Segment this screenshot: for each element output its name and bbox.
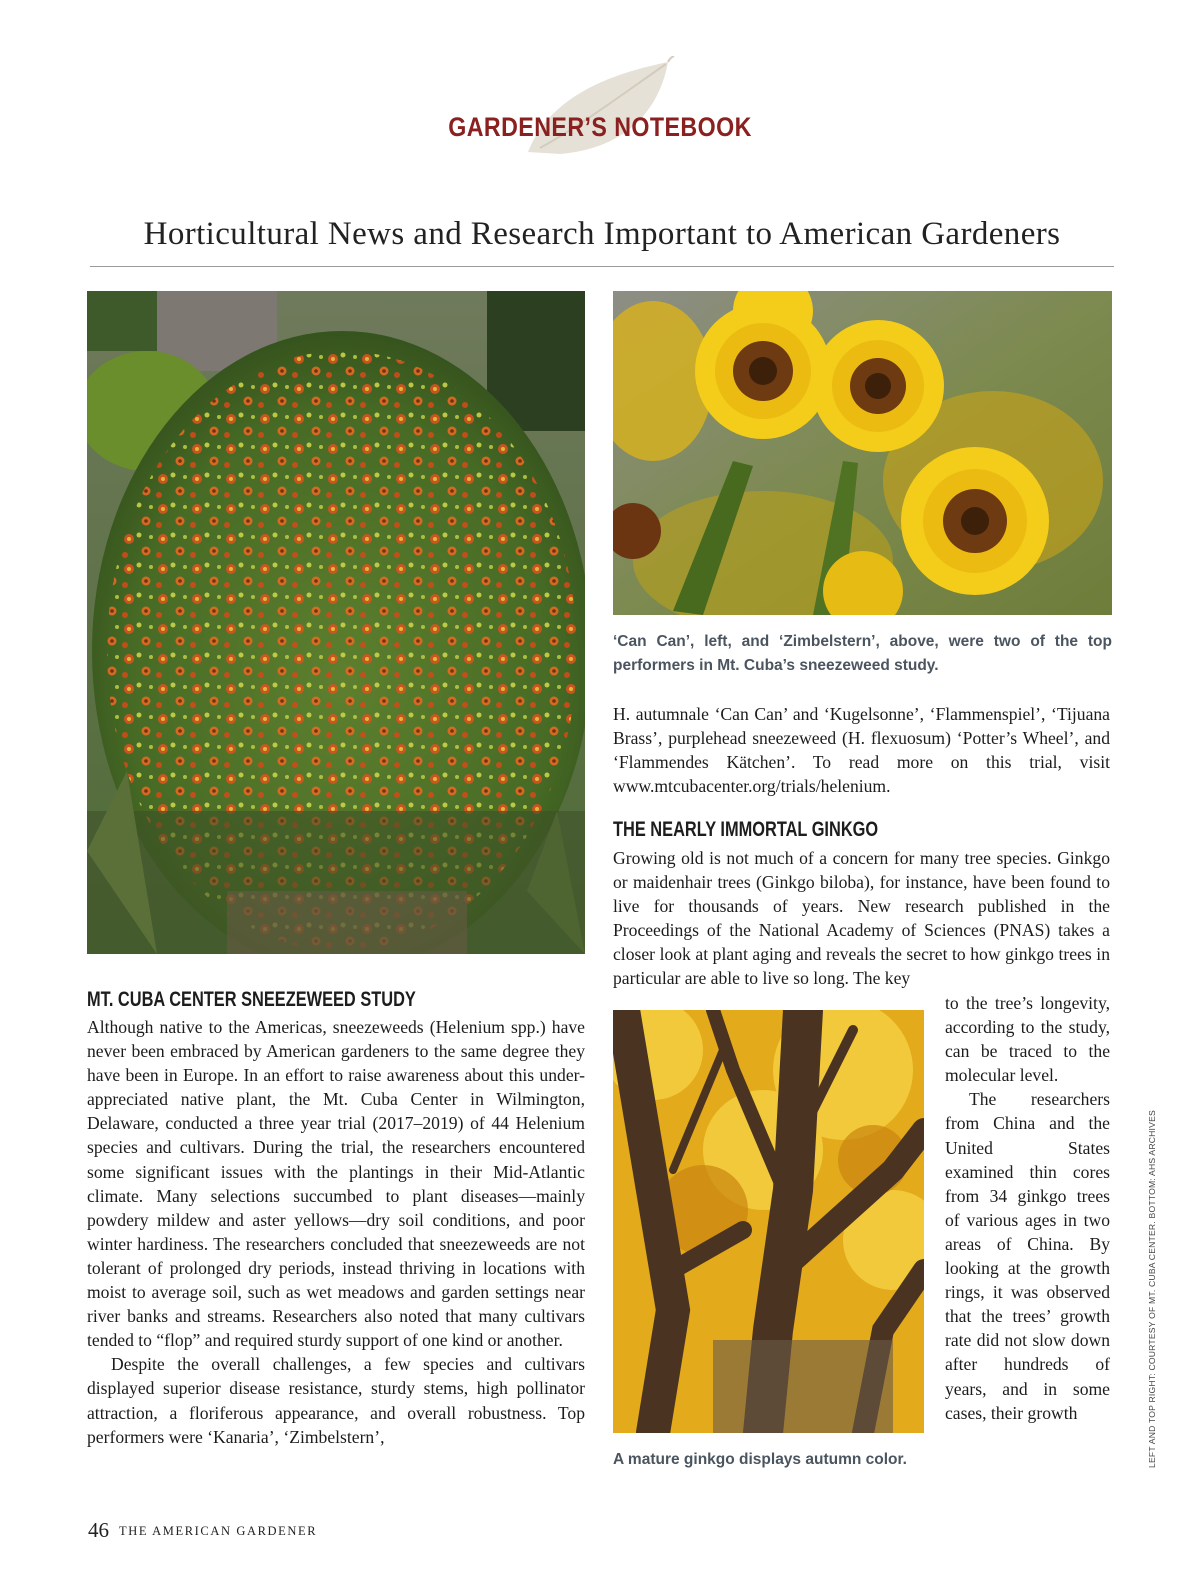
ginkgo-paragraph-1-continued: to the tree’s longevity, according to the study, can be traced to the molecular level.: [945, 993, 1110, 1086]
sneezeweed-paragraph-2: Despite the overall challenges, a few species and cultivars displayed superior disease resistance, sturdy stems, high pollinator attraction, a floriferous appearance, and overall robustness. Top performers were ‘Kanaria’, ‘Zimbelstern’,: [87, 1354, 585, 1447]
ginkgo-photo-caption: A mature ginkgo displays autumn color.: [613, 1451, 907, 1468]
sneezeweed-article-continued: [613, 702, 1110, 798]
leaf-ornament-icon: [520, 56, 680, 160]
ginkgo-paragraph-1: [613, 846, 1110, 991]
ginkgo-tree-photo: [613, 1010, 924, 1433]
headline-divider: [90, 266, 1114, 267]
ginkgo-paragraph-2: The researchers from China and the United States examined thin cores from 34 ginkgo trees of various ages in two areas of China. By looking at the growth rings, it was observed that the trees’ growth rate did not slow down after hundreds of years, and in some cases, their growth: [945, 1089, 1110, 1423]
sneezeweed-heading: MT. CUBA CENTER SNEEZEWEED STUDY: [87, 988, 416, 1011]
sneezeweed-paragraph-1: Although native to the Americas, sneezeweeds (Helenium spp.) have never been embraced by American gardeners to the same degree they have been in Europe. In an effort to raise awareness about this under-appreciated native plant, the Mt. Cuba Center in Wilmington, Delaware, conducted a three year trial (2017–2019) of 44 Helenium species and cultivars. During the trial, the researchers encountered some significant issues with the plantings in their Mid-Atlantic climate. Many selections succumbed to plant diseases—mainly powdery mildew and aster yellows—dry soil conditions, and poor winter hardiness. The researchers concluded that sneezeweeds are not tolerant of prolonged dry periods, instead thriving in locations with moist to average soil, such as wet meadows and garden settings near river banks and streams. Researchers also noted that many cultivars tended to “flop” and required sturdy support of one kind or another.: [87, 1017, 585, 1351]
top-photo-caption: ‘Can Can’, left, and ‘Zimbelstern’, above, were two of the top performers in Mt. Cuba’s sneezeweed study.: [613, 633, 1112, 674]
section-label: GARDENER’S NOTEBOOK: [448, 112, 752, 142]
ginkgo-narrow-column: [945, 991, 1110, 1425]
sneezeweed-article: [87, 1015, 585, 1449]
publication-name: THE AMERICAN GARDENER: [119, 1524, 318, 1538]
page-number: 46: [88, 1518, 109, 1542]
zimbelstern-closeup-photo: [613, 291, 1112, 615]
sneezeweed-clump-photo: [87, 291, 585, 954]
ginkgo-heading: THE NEARLY IMMORTAL GINKGO: [613, 818, 879, 841]
sneezeweed-continued-text: H. autumnale ‘Can Can’ and ‘Kugelsonne’, ‘Flammenspiel’, ‘Tijuana Brass’, purplehead sneezeweed (H. flexuosum) ‘Potter’s Wheel’, and ‘Flammendes Kätchen’. To read more on this trial, visit www.mtcubacenter.org/trials/helenium.: [613, 704, 1110, 797]
ginkgo-paragraph-1-text: Growing old is not much of a concern for many tree species. Ginkgo or maidenhair trees (Ginkgo biloba), for instance, have been found to live for thousands of years. New research published in the Proceedings of the National Academy of Sciences (PNAS) takes a closer look at plant aging and reveals the secret to how ginkgo trees in particular are able to live so long. The key: [613, 848, 1110, 989]
page-headline: Horticultural News and Research Important to American Gardeners: [143, 216, 1061, 252]
photo-credit: LEFT AND TOP RIGHT: COURTESY OF MT. CUBA CENTER. BOTTOM: AHS ARCHIVES: [1147, 1110, 1157, 1468]
page-footer: [88, 1518, 317, 1543]
